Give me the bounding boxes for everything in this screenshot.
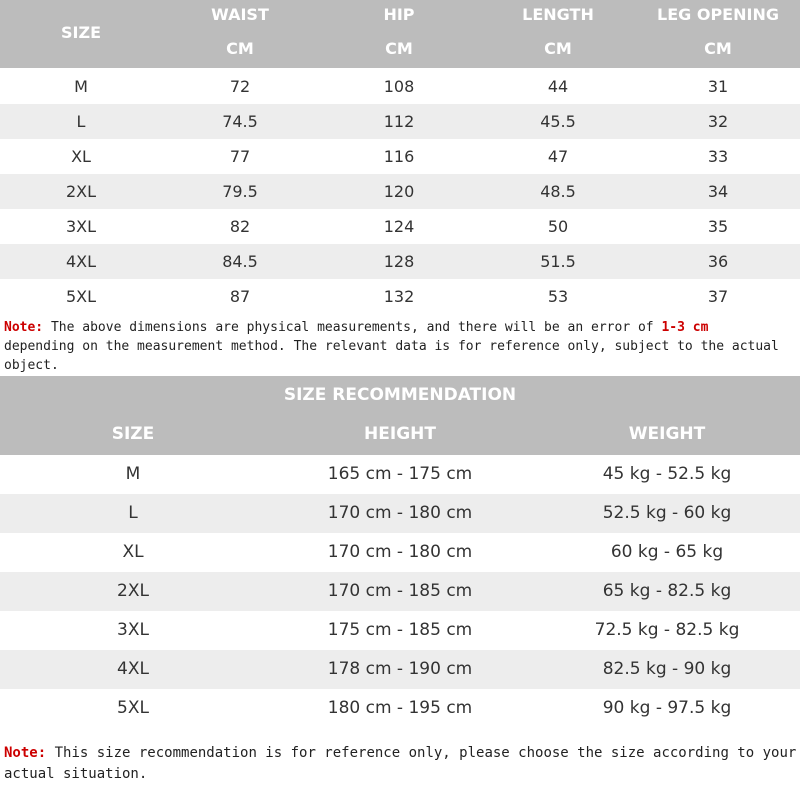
measurement-row: [0, 174, 800, 209]
cell-height: 175 cm - 185 cm: [327, 620, 473, 640]
header-height: HEIGHT: [364, 424, 436, 444]
header-leg-opening-unit: CM: [704, 39, 732, 58]
cell-size: M: [74, 77, 88, 96]
cell-size: 5XL: [117, 698, 149, 718]
cell-length: 45.5: [540, 112, 576, 131]
note-error-range: 1-3 cm: [661, 320, 709, 335]
measurement-table-header: [0, 0, 800, 68]
cell-leg-opening: 35: [707, 217, 729, 236]
recommendation-title: SIZE RECOMMENDATION: [283, 385, 517, 405]
cell-size: 2XL: [65, 182, 97, 201]
cell-waist: 84.5: [222, 252, 258, 271]
header-waist: WAIST: [211, 5, 269, 24]
cell-hip: 108: [383, 77, 415, 96]
cell-height: 180 cm - 195 cm: [327, 698, 473, 718]
cell-height: 178 cm - 190 cm: [327, 659, 473, 679]
cell-length: 48.5: [540, 182, 576, 201]
cell-waist: 77: [229, 147, 251, 166]
cell-length: 50: [547, 217, 569, 236]
cell-hip: 132: [383, 287, 415, 306]
cell-length: 53: [547, 287, 569, 306]
cell-size: 5XL: [65, 287, 97, 306]
cell-size: L: [128, 503, 138, 523]
header-length: LENGTH: [522, 5, 594, 24]
cell-hip: 120: [383, 182, 415, 201]
cell-weight: 65 kg - 82.5 kg: [602, 581, 732, 601]
cell-size: 3XL: [65, 217, 97, 236]
recommendation-row: [0, 611, 800, 650]
cell-height: 170 cm - 180 cm: [327, 542, 473, 562]
header-length-unit: CM: [544, 39, 572, 58]
cell-leg-opening: 34: [707, 182, 729, 201]
measurement-row: [0, 209, 800, 244]
header-size: SIZE: [60, 23, 102, 42]
cell-weight: 82.5 kg - 90 kg: [602, 659, 732, 679]
recommendation-row: [0, 689, 800, 728]
cell-size: 3XL: [117, 620, 149, 640]
cell-weight: 60 kg - 65 kg: [610, 542, 724, 562]
measurement-row: [0, 69, 800, 104]
cell-leg-opening: 31: [707, 77, 729, 96]
cell-leg-opening: 32: [707, 112, 729, 131]
cell-hip: 124: [383, 217, 415, 236]
header-hip: HIP: [383, 5, 415, 24]
cell-length: 44: [547, 77, 569, 96]
cell-weight: 52.5 kg - 60 kg: [602, 503, 732, 523]
cell-length: 47: [547, 147, 569, 166]
recommendation-row: [0, 455, 800, 494]
header-leg-opening: LEG OPENING: [657, 5, 779, 24]
cell-weight: 72.5 kg - 82.5 kg: [594, 620, 740, 640]
header-hip-unit: CM: [385, 39, 413, 58]
cell-height: 165 cm - 175 cm: [327, 464, 473, 484]
cell-size: 2XL: [117, 581, 149, 601]
recommendation-note-line2: actual situation.: [4, 766, 148, 782]
cell-size: M: [125, 464, 141, 484]
measurement-note: [4, 318, 779, 375]
recommendation-row: [0, 494, 800, 533]
cell-size: XL: [71, 147, 91, 166]
cell-size: L: [76, 112, 86, 131]
measurement-row: [0, 139, 800, 174]
cell-weight: 90 kg - 97.5 kg: [602, 698, 732, 718]
cell-hip: 128: [383, 252, 415, 271]
cell-leg-opening: 33: [707, 147, 729, 166]
recommendation-note-line1: [4, 743, 796, 764]
measurement-note-line3: object.: [4, 358, 59, 373]
cell-waist: 82: [229, 217, 251, 236]
note-label: Note:: [4, 745, 47, 761]
cell-height: 170 cm - 185 cm: [327, 581, 473, 601]
header-weight: WEIGHT: [628, 424, 706, 444]
note-text: The above dimensions are physical measurements, and there will be an error of: [43, 320, 662, 335]
measurement-note-line1: [4, 318, 779, 337]
header-waist-unit: CM: [226, 39, 254, 58]
cell-size: XL: [122, 542, 144, 562]
cell-weight: 45 kg - 52.5 kg: [602, 464, 732, 484]
cell-length: 51.5: [540, 252, 576, 271]
recommendation-row: [0, 572, 800, 611]
measurement-row: [0, 279, 800, 314]
cell-hip: 116: [383, 147, 415, 166]
cell-height: 170 cm - 180 cm: [327, 503, 473, 523]
cell-waist: 72: [229, 77, 251, 96]
recommendation-note: [4, 743, 796, 785]
cell-waist: 87: [229, 287, 251, 306]
cell-waist: 74.5: [222, 112, 258, 131]
recommendation-table-header: [0, 376, 800, 455]
note-label: Note:: [4, 320, 44, 335]
cell-hip: 112: [383, 112, 415, 131]
recommendation-row: [0, 533, 800, 572]
cell-leg-opening: 36: [707, 252, 729, 271]
note-text: This size recommendation is for reference only, please choose the size according to your: [46, 745, 797, 761]
cell-leg-opening: 37: [707, 287, 729, 306]
header-size: SIZE: [111, 424, 155, 444]
measurement-note-line2: depending on the measurement method. The relevant data is for reference only, subject to the actual: [4, 339, 779, 354]
recommendation-row: [0, 650, 800, 689]
measurement-row: [0, 104, 800, 139]
cell-size: 4XL: [117, 659, 149, 679]
cell-waist: 79.5: [222, 182, 258, 201]
measurement-row: [0, 244, 800, 279]
cell-size: 4XL: [65, 252, 97, 271]
